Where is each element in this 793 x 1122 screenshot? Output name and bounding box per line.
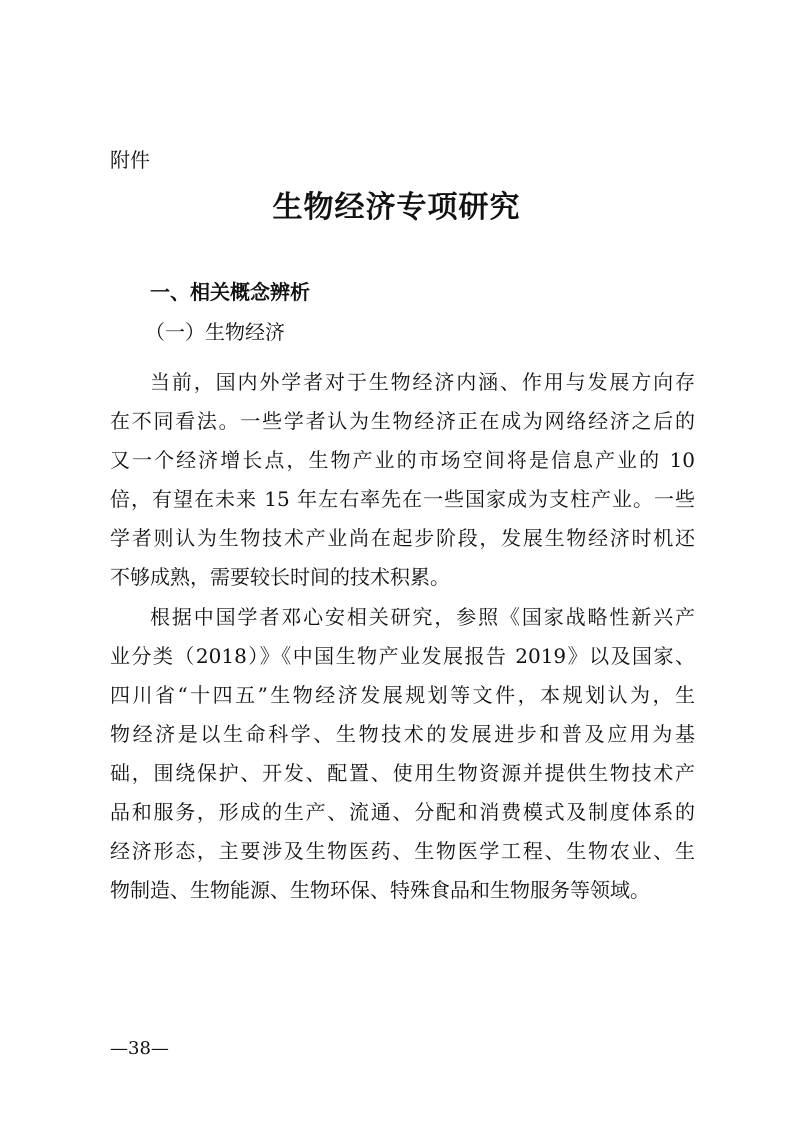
- paragraph-1: [110, 363, 695, 597]
- paragraph-2: [110, 598, 695, 910]
- paragraph-line: 在不同看法。一些学者认为生物经济正在成为网络经济之后的: [110, 409, 695, 433]
- paragraph-line: 学者则认为生物技术产业尚在起步阶段，发展生物经济时机还: [110, 526, 695, 550]
- paragraph-line: 当前，国内外学者对于生物经济内涵、作用与发展方向存: [150, 370, 695, 394]
- paragraph-line: 倍，有望在未来 15 年左右率先在一些国家成为支柱产业。一些: [110, 487, 695, 511]
- paragraph-line: 又一个经济增长点，生物产业的市场空间将是信息产业的 10: [110, 448, 695, 472]
- paragraph-line: 四川省“十四五”生物经济发展规划等文件，本规划认为，生: [110, 683, 695, 707]
- paragraph-line: 础，围绕保护、开发、配置、使用生物资源并提供生物技术产: [110, 761, 695, 785]
- paragraph-line: 经济形态，主要涉及生物医药、生物医学工程、生物农业、生: [110, 839, 695, 863]
- section-heading: 一、相关概念辨析: [150, 280, 310, 304]
- paragraph-line: 根据中国学者邓心安相关研究，参照《国家战略性新兴产: [150, 605, 695, 629]
- paragraph-line: 品和服务，形成的生产、流通、分配和消费模式及制度体系的: [110, 800, 695, 824]
- subsection-heading: （一）生物经济: [145, 320, 285, 344]
- paragraph-line: 物制造、生物能源、生物环保、特殊食品和生物服务等领域。: [110, 878, 650, 902]
- paragraph-line: 不够成熟，需要较长时间的技术积累。: [110, 565, 450, 589]
- paragraph-line: 业分类（2018）》《中国生物产业发展报告 2019》以及国家、: [110, 644, 695, 668]
- paragraph-line: 物经济是以生命科学、生物技术的发展进步和普及应用为基: [110, 722, 695, 746]
- document-title: 生物经济专项研究: [272, 190, 521, 225]
- attachment-label: 附件: [110, 148, 150, 172]
- page-number: —38—: [110, 1038, 169, 1059]
